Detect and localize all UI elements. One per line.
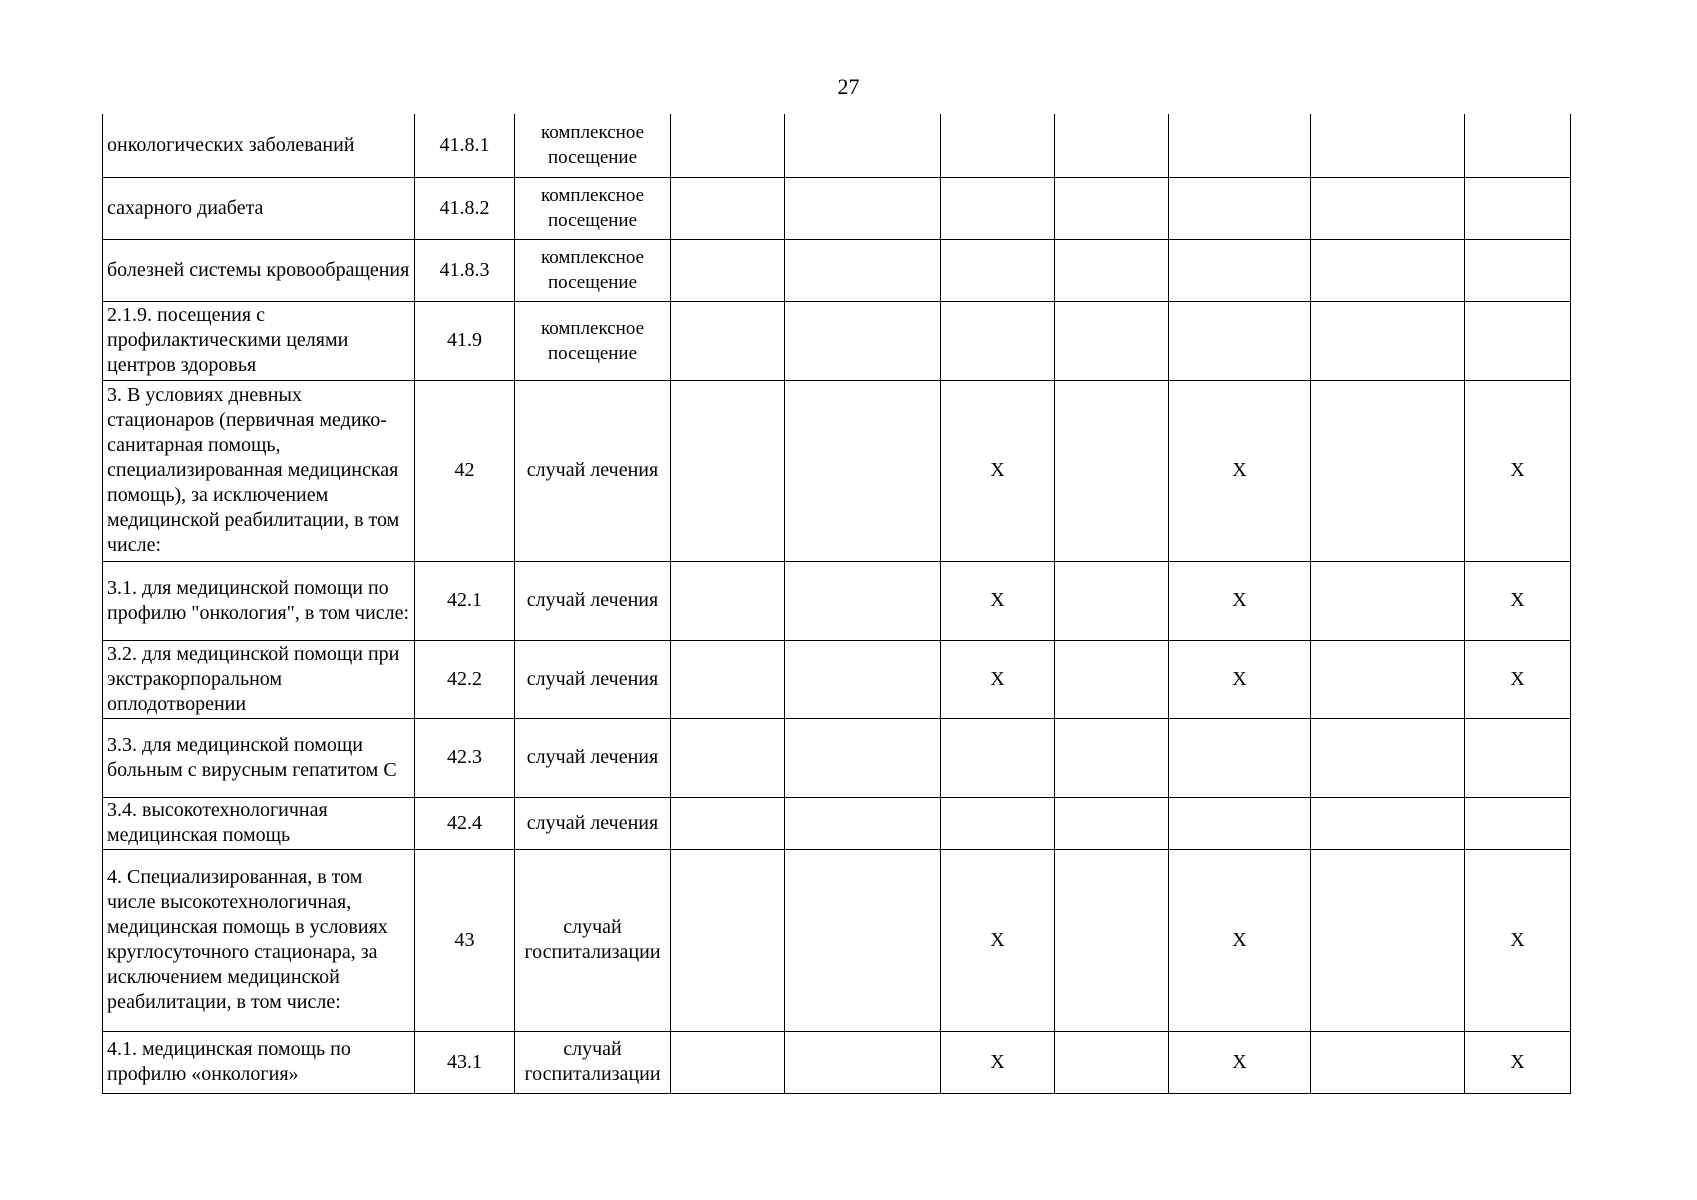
- cell-col-5: [785, 797, 941, 849]
- table-row: [103, 114, 1571, 177]
- row-unit: случай лечения: [515, 380, 671, 561]
- cell-col-10: [1465, 301, 1571, 380]
- cell-col-4: [671, 301, 785, 380]
- row-unit: случай госпитализации: [515, 1031, 671, 1093]
- row-unit: случай лечения: [515, 718, 671, 797]
- table-row: [103, 177, 1571, 239]
- row-code: 41.8.3: [415, 239, 515, 301]
- cell-col-9: [1311, 1031, 1465, 1093]
- cell-col-5: [785, 380, 941, 561]
- cell-col-8: X: [1169, 1031, 1311, 1093]
- row-name: 3.3. для медицинской помощи больным с вирусным гепатитом С: [103, 718, 415, 797]
- cell-col-4: [671, 640, 785, 718]
- cell-col-8: [1169, 797, 1311, 849]
- row-name: онкологических заболеваний: [103, 114, 415, 177]
- cell-col-6: [941, 114, 1055, 177]
- row-code: 42.1: [415, 561, 515, 640]
- table-row: [103, 797, 1571, 849]
- cell-col-4: [671, 561, 785, 640]
- table-row: [103, 718, 1571, 797]
- cell-col-4: [671, 1031, 785, 1093]
- cell-col-8: X: [1169, 380, 1311, 561]
- cell-col-4: [671, 718, 785, 797]
- row-name: 3. В условиях дневных стационаров (первичная медико-санитарная помощь, специализированная медицинская помощь), за исключением медицинской реабилитации, в том числе:: [103, 380, 415, 561]
- table-row: [103, 380, 1571, 561]
- row-unit: случай лечения: [515, 640, 671, 718]
- page-number: 27: [837, 74, 860, 99]
- row-unit: комплексное посещение: [515, 114, 671, 177]
- cell-col-5: [785, 239, 941, 301]
- cell-col-8: [1169, 718, 1311, 797]
- row-code: 41.9: [415, 301, 515, 380]
- cell-col-4: [671, 177, 785, 239]
- cell-col-7: [1055, 561, 1169, 640]
- cell-col-7: [1055, 1031, 1169, 1093]
- cell-col-6: X: [941, 849, 1055, 1031]
- row-name: 3.4. высокотехнологичная медицинская помощь: [103, 797, 415, 849]
- cell-col-6: X: [941, 561, 1055, 640]
- cell-col-10: X: [1465, 849, 1571, 1031]
- row-unit: случай лечения: [515, 561, 671, 640]
- cell-col-4: [671, 239, 785, 301]
- cell-col-10: [1465, 797, 1571, 849]
- cell-col-8: X: [1169, 849, 1311, 1031]
- cell-col-9: [1311, 640, 1465, 718]
- cell-col-5: [785, 301, 941, 380]
- cell-col-10: [1465, 114, 1571, 177]
- cell-col-7: [1055, 797, 1169, 849]
- cell-col-5: [785, 114, 941, 177]
- cell-col-8: [1169, 177, 1311, 239]
- cell-col-10: X: [1465, 640, 1571, 718]
- row-code: 43.1: [415, 1031, 515, 1093]
- cell-col-6: X: [941, 640, 1055, 718]
- cell-col-9: [1311, 114, 1465, 177]
- row-code: 42.2: [415, 640, 515, 718]
- row-code: 42.4: [415, 797, 515, 849]
- row-unit: комплексное посещение: [515, 239, 671, 301]
- cell-col-7: [1055, 239, 1169, 301]
- cell-col-4: [671, 849, 785, 1031]
- cell-col-5: [785, 1031, 941, 1093]
- cell-col-4: [671, 380, 785, 561]
- cell-col-8: X: [1169, 561, 1311, 640]
- cell-col-7: [1055, 849, 1169, 1031]
- data-table: [102, 114, 1571, 1094]
- row-name: 4. Специализированная, в том числе высокотехнологичная, медицинская помощь в условиях круглосуточного стационара, за исключением медицинской реабилитации, в том числе:: [103, 849, 415, 1031]
- cell-col-10: [1465, 718, 1571, 797]
- cell-col-6: [941, 239, 1055, 301]
- cell-col-10: [1465, 239, 1571, 301]
- cell-col-10: X: [1465, 561, 1571, 640]
- table-row: [103, 1031, 1571, 1093]
- cell-col-9: [1311, 849, 1465, 1031]
- cell-col-6: [941, 797, 1055, 849]
- cell-col-9: [1311, 301, 1465, 380]
- cell-col-5: [785, 718, 941, 797]
- cell-col-7: [1055, 301, 1169, 380]
- cell-col-5: [785, 640, 941, 718]
- cell-col-6: [941, 177, 1055, 239]
- row-unit: комплексное посещение: [515, 301, 671, 380]
- cell-col-4: [671, 114, 785, 177]
- cell-col-7: [1055, 177, 1169, 239]
- cell-col-5: [785, 177, 941, 239]
- cell-col-9: [1311, 561, 1465, 640]
- cell-col-6: X: [941, 1031, 1055, 1093]
- cell-col-6: [941, 301, 1055, 380]
- table-row: [103, 301, 1571, 380]
- cell-col-10: X: [1465, 380, 1571, 561]
- cell-col-7: [1055, 718, 1169, 797]
- cell-col-8: [1169, 301, 1311, 380]
- table-row: [103, 239, 1571, 301]
- table-row: [103, 849, 1571, 1031]
- cell-col-8: X: [1169, 640, 1311, 718]
- cell-col-5: [785, 561, 941, 640]
- row-name: 3.1. для медицинской помощи по профилю "онкология", в том числе:: [103, 561, 415, 640]
- row-name: 3.2. для медицинской помощи при экстракорпоральном оплодотворении: [103, 640, 415, 718]
- row-code: 41.8.2: [415, 177, 515, 239]
- row-code: 42: [415, 380, 515, 561]
- row-code: 43: [415, 849, 515, 1031]
- row-code: 41.8.1: [415, 114, 515, 177]
- cell-col-7: [1055, 640, 1169, 718]
- cell-col-5: [785, 849, 941, 1031]
- cell-col-7: [1055, 380, 1169, 561]
- row-unit: комплексное посещение: [515, 177, 671, 239]
- cell-col-9: [1311, 239, 1465, 301]
- cell-col-6: [941, 718, 1055, 797]
- row-name: 2.1.9. посещения с профилактическими целями центров здоровья: [103, 301, 415, 380]
- cell-col-7: [1055, 114, 1169, 177]
- row-name: сахарного диабета: [103, 177, 415, 239]
- cell-col-4: [671, 797, 785, 849]
- cell-col-8: [1169, 114, 1311, 177]
- cell-col-10: X: [1465, 1031, 1571, 1093]
- cell-col-9: [1311, 797, 1465, 849]
- row-name: 4.1. медицинская помощь по профилю «онкология»: [103, 1031, 415, 1093]
- cell-col-9: [1311, 177, 1465, 239]
- row-name: болезней системы кровообращения: [103, 239, 415, 301]
- cell-col-9: [1311, 380, 1465, 561]
- cell-col-10: [1465, 177, 1571, 239]
- row-code: 42.3: [415, 718, 515, 797]
- cell-col-9: [1311, 718, 1465, 797]
- row-unit: случай лечения: [515, 797, 671, 849]
- table-row: [103, 561, 1571, 640]
- table-row: [103, 640, 1571, 718]
- cell-col-6: X: [941, 380, 1055, 561]
- cell-col-8: [1169, 239, 1311, 301]
- row-unit: случай госпитализации: [515, 849, 671, 1031]
